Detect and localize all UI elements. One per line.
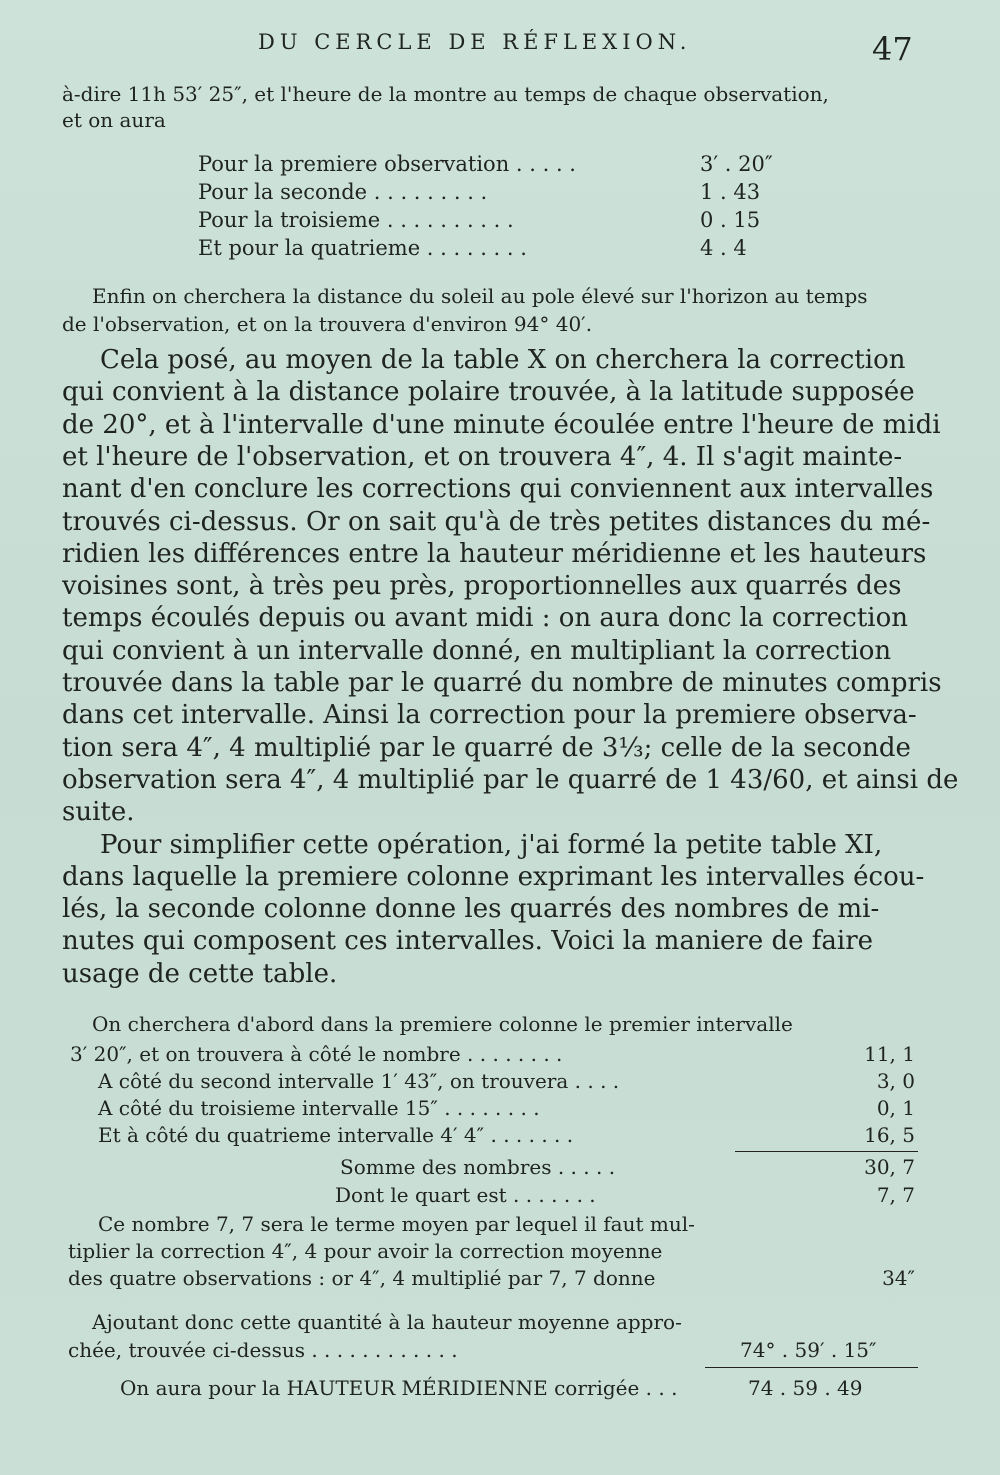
body-line: usage de cette table. <box>62 958 338 989</box>
table-row-label: 3′ 20″, et on trouvera à côté le nombre . . . . . . . . <box>70 1042 563 1066</box>
quarter-label: Dont le quart est . . . . . . . <box>335 1183 596 1207</box>
body-line: ridien les différences entre la hauteur méridienne et les hauteurs <box>62 538 927 569</box>
final-label: On aura pour la HAUTEUR MÉRIDIENNE corrigée . . . <box>120 1376 678 1400</box>
final-value: 74 . 59 . 49 <box>748 1376 863 1400</box>
body-line: Cela posé, au moyen de la table X on cherchera la correction <box>100 345 906 375</box>
sum-label: Somme des nombres . . . . . <box>340 1155 616 1179</box>
quarter-value: 7, 7 <box>876 1183 915 1207</box>
body-line: nutes qui composent ces intervalles. Voici la maniere de faire <box>62 926 874 957</box>
table-row-label: A côté du troisieme intervalle 15″ . . . . . . . . <box>98 1096 540 1120</box>
enfin-line: de l'observation, et on la trouvera d'environ 94° 40′. <box>62 312 593 336</box>
ce-nombre-line: tiplier la correction 4″, 4 pour avoir la correction moyenne <box>68 1239 663 1263</box>
body-line: trouvée dans la table par le quarré du nombre de minutes compris <box>62 668 942 698</box>
table-row-value: 3, 0 <box>876 1069 915 1093</box>
running-header: DU CERCLE DE RÉFLEXION. <box>258 30 692 54</box>
ce-nombre-line: des quatre observations : or 4″, 4 multiplié par 7, 7 donne <box>68 1266 656 1290</box>
sum-value: 30, 7 <box>864 1155 915 1179</box>
table-row-value: 0, 1 <box>876 1096 915 1120</box>
body-line: dans cet intervalle. Ainsi la correction pour la premiere observa- <box>62 700 917 731</box>
body-line: Pour simplifier cette opération, j'ai formé la petite table XI, <box>100 829 883 860</box>
page-number: 47 <box>872 30 913 68</box>
table-intro: On cherchera d'abord dans la premiere colonne le premier intervalle <box>92 1012 793 1036</box>
table-row-label: Et à côté du quatrieme intervalle 4′ 4″ . . . . . . . <box>98 1123 574 1147</box>
enfin-line: Enfin on cherchera la distance du soleil au pole élevé sur l'horizon au temps <box>92 284 868 308</box>
intro-line: et on aura <box>62 108 166 132</box>
body-line: lés, la seconde colonne donne les quarrés des nombres de mi- <box>62 894 880 925</box>
table-row-value: 11, 1 <box>864 1042 915 1066</box>
ajoutant-line: Ajoutant donc cette quantité à la hauteur moyenne appro- <box>92 1310 682 1334</box>
body-line: de 20°, et à l'intervalle d'une minute écoulée entre l'heure de midi <box>62 409 941 440</box>
ce-nombre-line: Ce nombre 7, 7 sera le terme moyen par lequel il faut mul- <box>98 1212 695 1236</box>
ajoutant-line: chée, trouvée ci-dessus . . . . . . . . . . . . <box>68 1338 458 1362</box>
observation-label: Pour la troisieme . . . . . . . . . . <box>198 208 514 232</box>
body-line: trouvés ci-dessus. Or on sait qu'à de très petites distances du mé- <box>62 506 931 537</box>
observation-value: 3′ . 20″ <box>700 152 773 176</box>
body-line: observation sera 4″, 4 multiplié par le quarré de 1 43/60, et ainsi de <box>62 764 959 795</box>
ajoutant-value: 74° . 59′ . 15″ <box>740 1338 877 1362</box>
body-line: et l'heure de l'observation, et on trouvera 4″, 4. Il s'agit mainte- <box>62 441 903 472</box>
observation-value: 1 . 43 <box>700 180 761 204</box>
observation-label: Pour la seconde . . . . . . . . . <box>198 180 488 204</box>
body-line: qui convient à un intervalle donné, en multipliant la correction <box>62 635 892 666</box>
body-line: voisines sont, à très peu près, proportionnelles aux quarrés des <box>62 571 902 602</box>
observation-label: Pour la premiere observation . . . . . <box>198 152 576 176</box>
body-line: dans laquelle la premiere colonne exprimant les intervalles écou- <box>62 861 925 892</box>
ce-nombre-value: 34″ <box>882 1266 915 1290</box>
observation-value: 4 . 4 <box>700 236 747 260</box>
final-rule <box>705 1367 918 1368</box>
body-line: tion sera 4″, 4 multiplié par le quarré de 3⅓; celle de la seconde <box>62 732 911 763</box>
body-line: temps écoulés depuis ou avant midi : on aura donc la correction <box>62 603 909 634</box>
table-row-label: A côté du second intervalle 1′ 43″, on trouvera . . . . <box>98 1069 620 1093</box>
body-line: qui convient à la distance polaire trouvée, à la latitude supposée <box>62 377 915 408</box>
sum-rule <box>735 1151 918 1152</box>
body-line: nant d'en conclure les corrections qui conviennent aux intervalles <box>62 474 934 505</box>
body-line: suite. <box>62 797 135 828</box>
observation-label: Et pour la quatrieme . . . . . . . . <box>198 236 527 260</box>
intro-line: à-dire 11h 53′ 25″, et l'heure de la montre au temps de chaque observation, <box>62 82 829 106</box>
table-row-value: 16, 5 <box>864 1123 915 1147</box>
observation-value: 0 . 15 <box>700 208 761 232</box>
